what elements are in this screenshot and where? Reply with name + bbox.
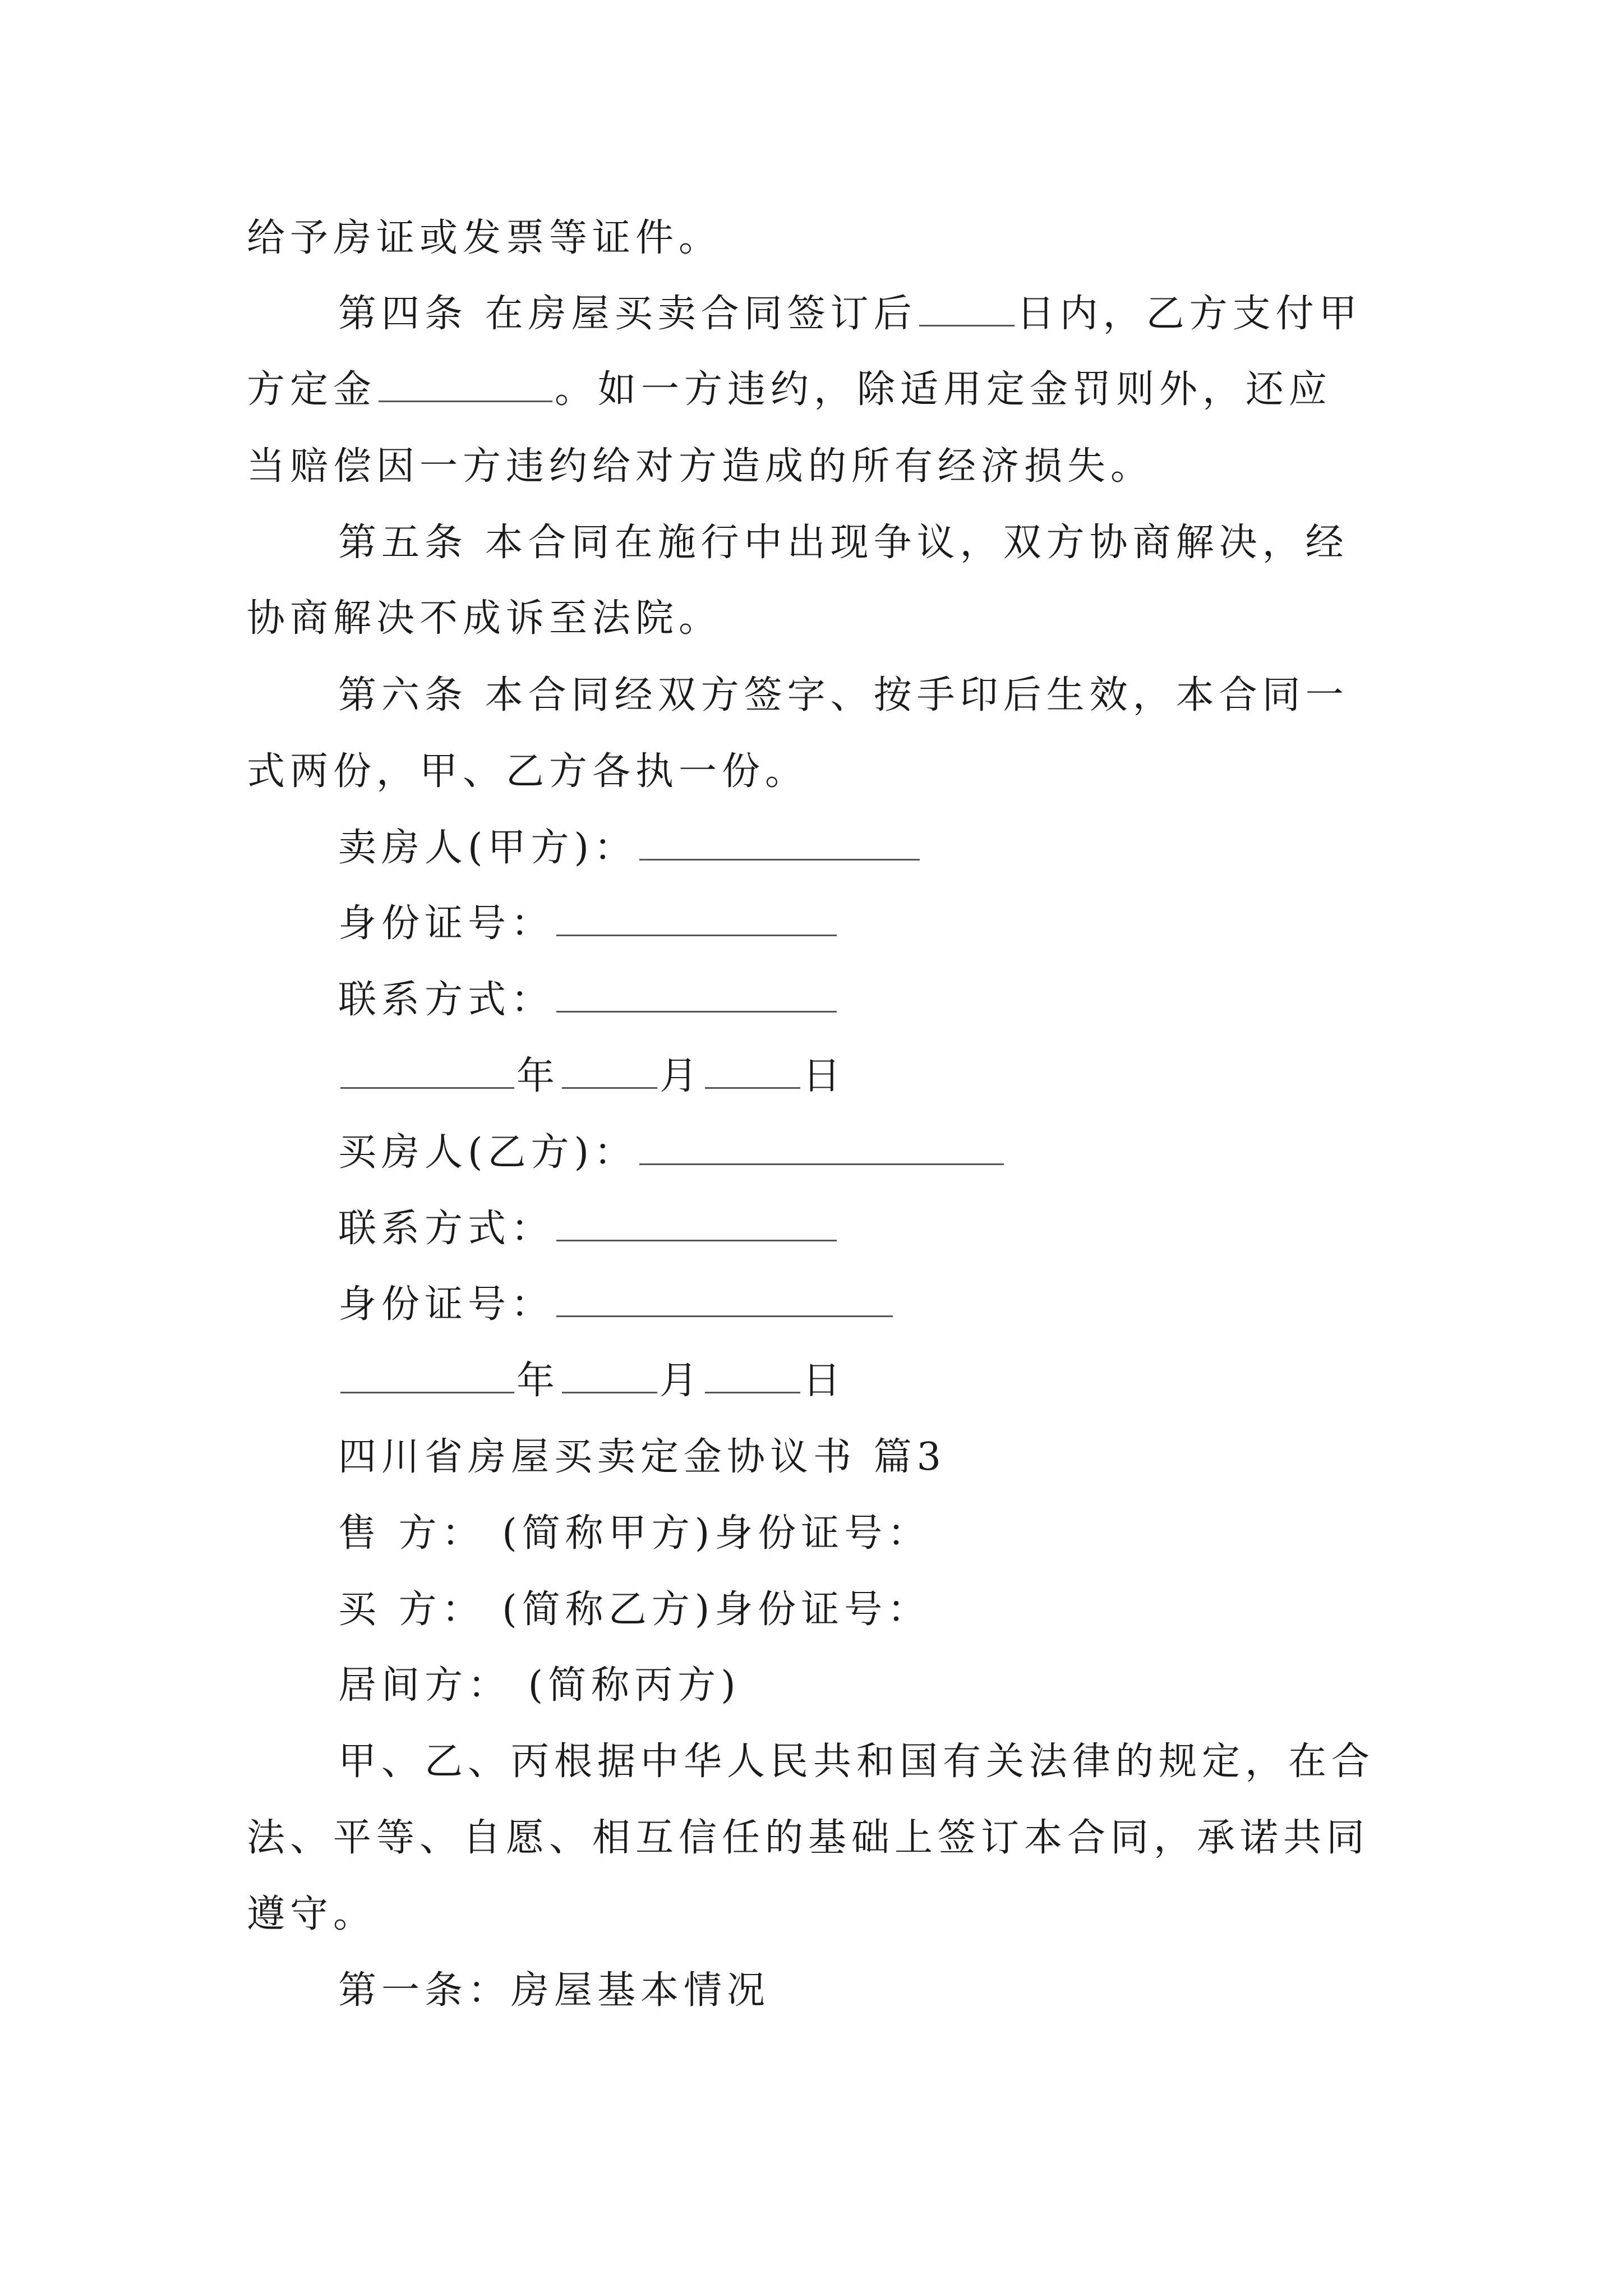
article-4-line-1: 第四条 在房屋买卖合同签订后 日内，乙方支付甲 [338, 286, 1362, 342]
day-blank[interactable] [705, 1049, 800, 1089]
article-1-heading: 第一条：房屋基本情况 [338, 1968, 771, 2013]
seller-line: 卖房人(甲方)： [338, 820, 922, 876]
deposit-amount-blank[interactable] [379, 362, 552, 402]
buyer-id-line: 身份证号： [338, 1277, 895, 1333]
year-blank[interactable] [340, 1049, 514, 1089]
days-blank[interactable] [919, 287, 1015, 326]
article-6-line-1: 第六条 本合同经双方签字、按手印后生效，本合同一 [338, 673, 1349, 717]
section-title: 四川省房屋买卖定金协议书 篇3 [338, 1435, 946, 1479]
seller-id-blank[interactable] [556, 896, 837, 936]
article-5-line-1: 第五条 本合同在施行中出现争议，双方协商解决，经 [338, 521, 1349, 565]
article-6-line-2: 式两份，甲、乙方各执一份。 [247, 749, 809, 794]
month-blank[interactable] [562, 1049, 657, 1089]
year-blank[interactable] [340, 1354, 514, 1393]
preamble-line-1: 甲、乙、丙根据中华人民共和国有关法律的规定，在合 [338, 1740, 1375, 1784]
seller-date-line: 年 月 日 [338, 1048, 846, 1105]
buyer-id-blank[interactable] [556, 1277, 893, 1317]
article-4-line-2: 方定金 。如一方违约，除适用定金罚则外，还应 [247, 362, 1332, 418]
preamble-line-2: 法、平等、自愿、相互信任的基础上签订本合同，承诺共同 [247, 1816, 1370, 1860]
seller-contact-line: 联系方式： [338, 972, 839, 1028]
seller-party-line: 售 方： (简称甲方)身份证号： [338, 1511, 931, 1556]
buyer-party-line: 买 方： (简称乙方)身份证号： [338, 1588, 931, 1632]
seller-contact-blank[interactable] [556, 973, 837, 1013]
preamble-line-3: 遵守。 [247, 1892, 377, 1936]
paragraph-line: 给予房证或发票等证件。 [247, 216, 722, 260]
buyer-name-blank[interactable] [639, 1125, 1004, 1165]
broker-party-line: 居间方： (简称丙方) [338, 1663, 741, 1708]
seller-id-line: 身份证号： [338, 896, 839, 952]
seller-name-blank[interactable] [639, 821, 920, 861]
month-blank[interactable] [562, 1354, 657, 1393]
buyer-date-line: 年 月 日 [338, 1353, 846, 1409]
buyer-contact-blank[interactable] [556, 1202, 837, 1241]
article-4-line-3: 当赔偿因一方违约给对方造成的所有经济损失。 [247, 444, 1154, 489]
day-blank[interactable] [705, 1354, 800, 1393]
article-5-line-2: 协商解决不成诉至法院。 [247, 596, 722, 641]
buyer-line: 买房人(乙方)： [338, 1125, 1006, 1181]
buyer-contact-line: 联系方式： [338, 1201, 839, 1257]
